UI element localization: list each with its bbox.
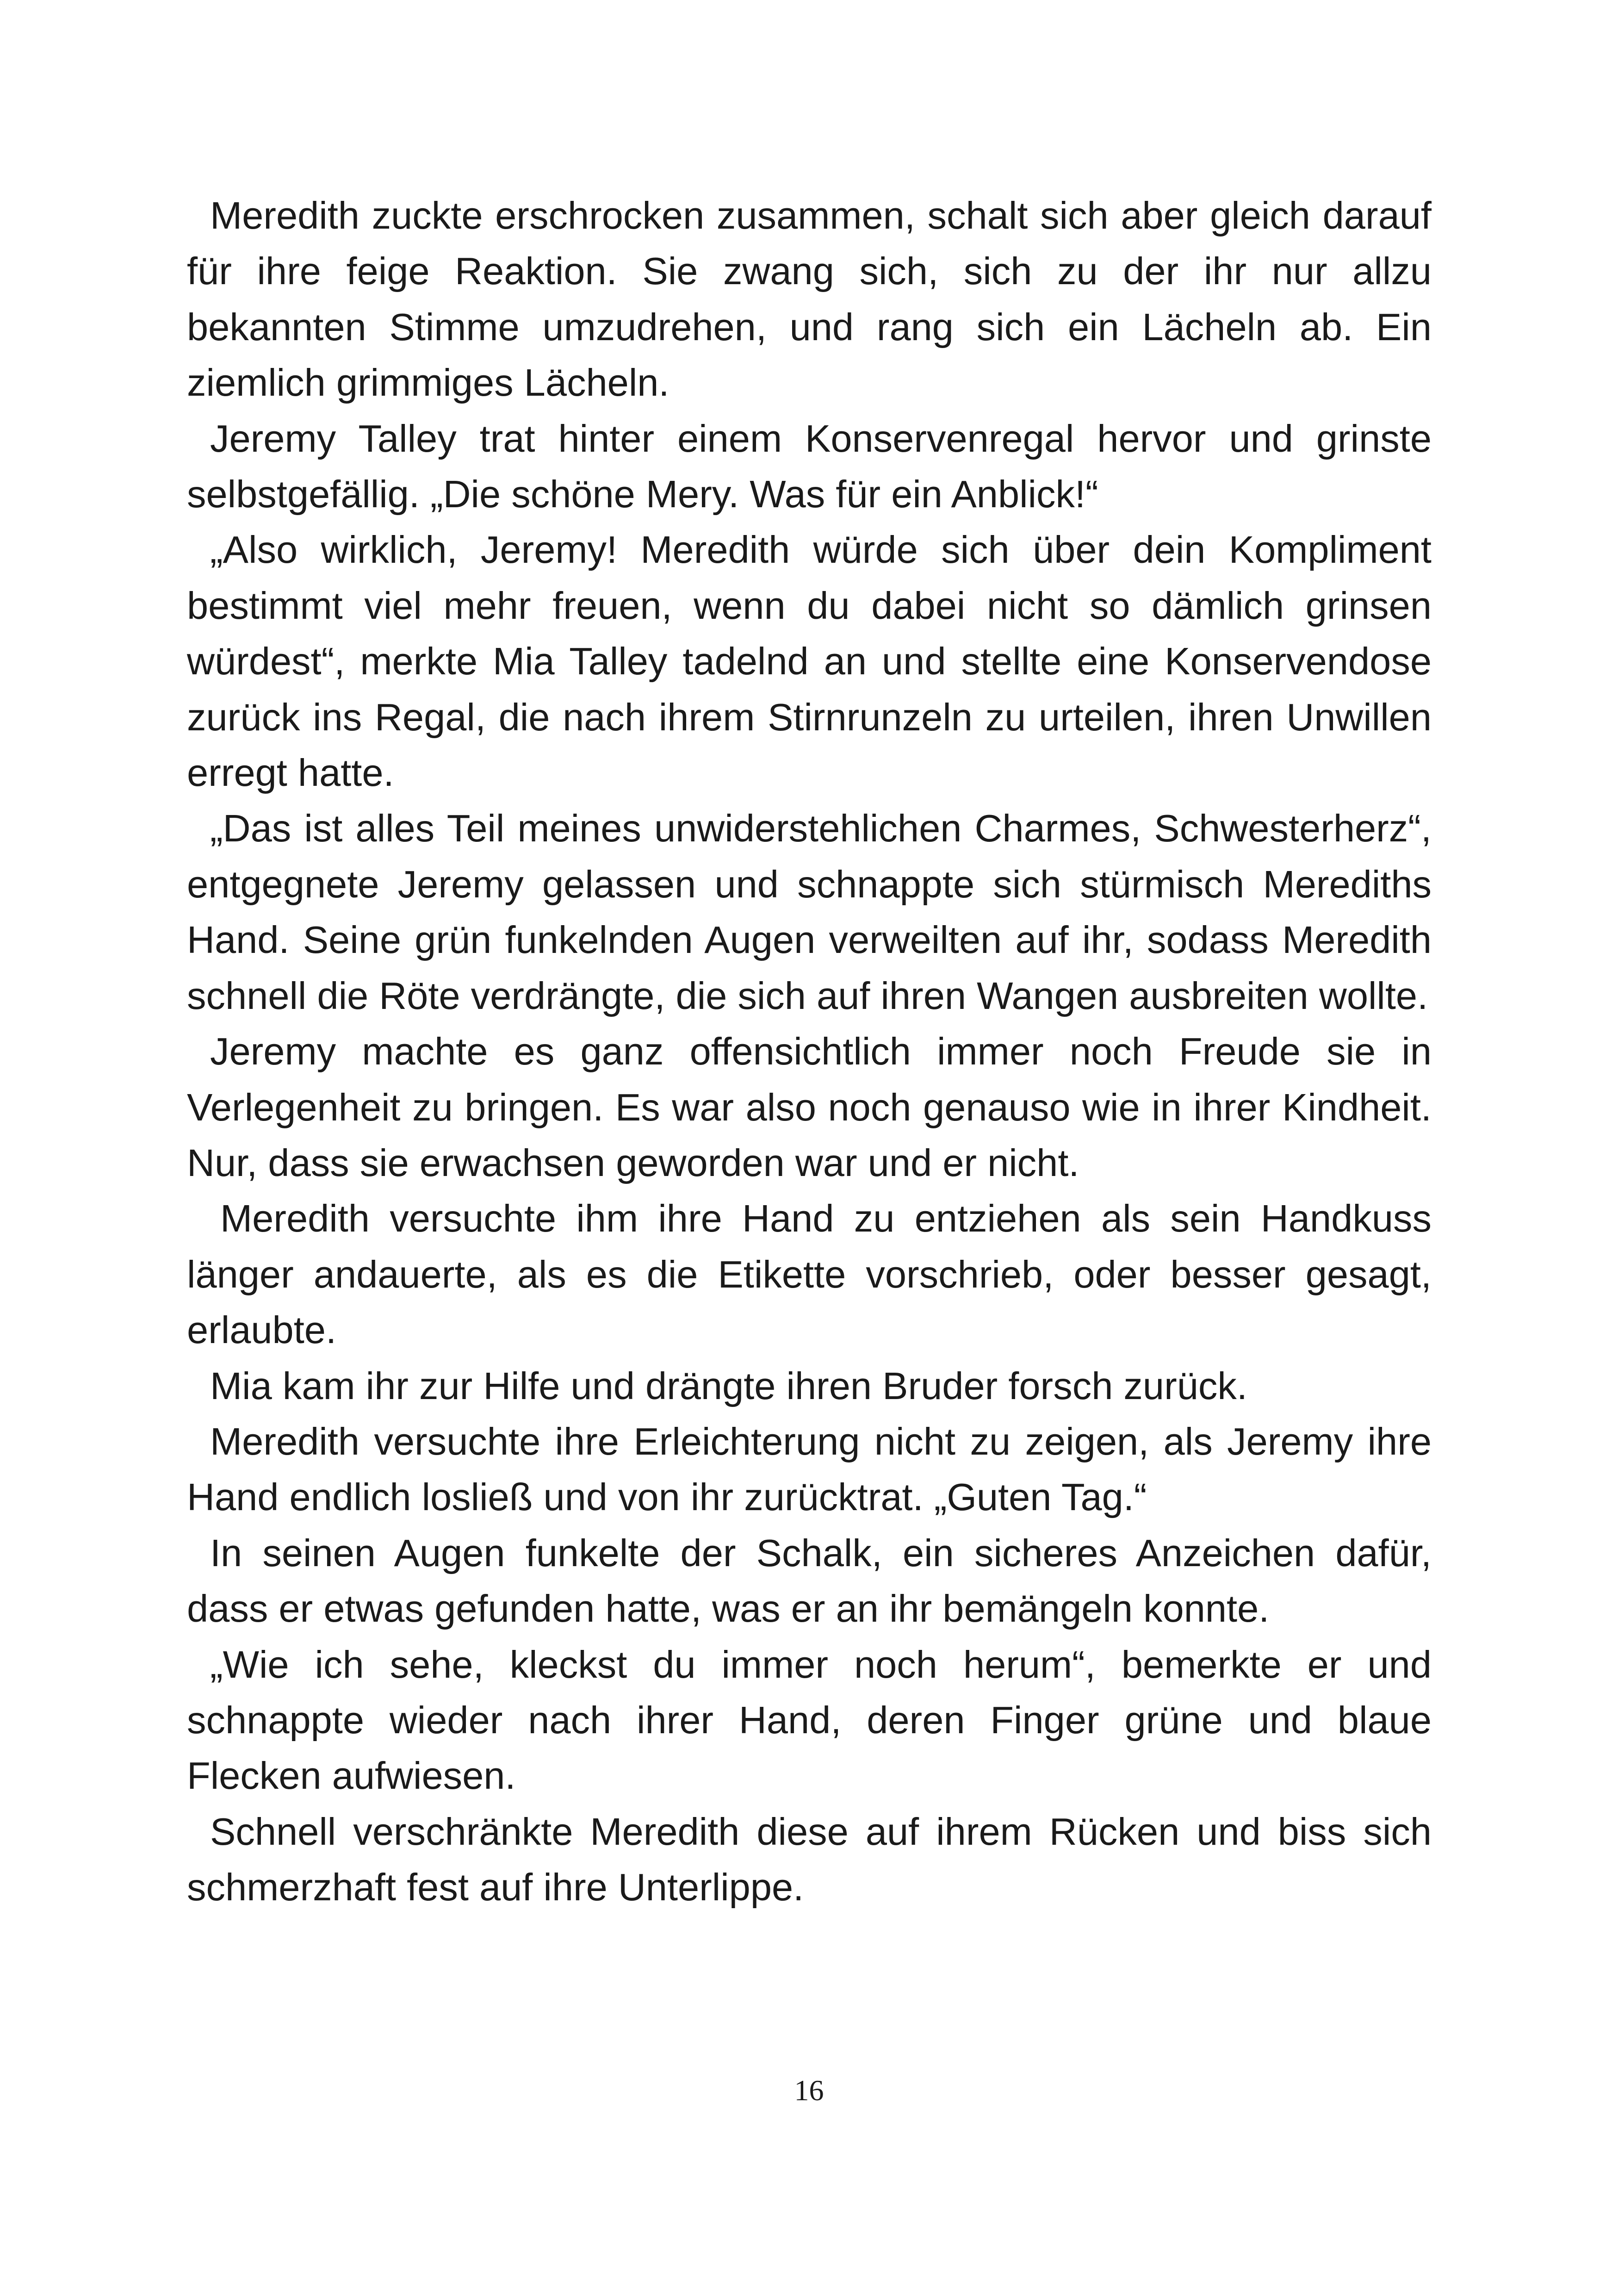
paragraph-8: Meredith versuchte ihre Erleichterung nicht zu zeigen, als Jeremy ihre Hand endlich losließ und von ihr zurücktrat. „Guten Tag.“	[187, 1419, 1432, 1519]
paragraph-3: „Also wirklich, Jeremy! Meredith würde sich über dein Kompliment bestimmt viel mehr freuen, wenn du dabei nicht so dämlich grinsen würdest“, merkte Mia Talley tadelnd an und stellte eine Konservendose zurück ins Regal, die nach ihrem Stirnrunzeln zu urteilen, ihren Unwillen erregt hatte.	[187, 528, 1432, 795]
paragraph-2: Jeremy Talley trat hinter einem Konservenregal hervor und grinste selbstgefällig. „Die schöne Mery. Was für ein Anblick!“	[187, 417, 1432, 516]
paragraph-5: Jeremy machte es ganz offensichtlich immer noch Freude sie in Verlegenheit zu bringen. Es war also noch genauso wie in ihrer Kindheit. Nur, dass sie erwachsen geworden war und er nicht.	[187, 1030, 1432, 1184]
paragraph-9: In seinen Augen funkelte der Schalk, ein sicheres Anzeichen dafür, dass er etwas gefunden hatte, was er an ihr bemängeln konnte.	[187, 1531, 1432, 1630]
paragraph-7: Mia kam ihr zur Hilfe und drängte ihren Bruder forsch zurück.	[210, 1364, 1247, 1407]
paragraph-4: „Das ist alles Teil meines unwiderstehlichen Charmes, Schwesterherz“, entgegnete Jeremy gelassen und schnappte sich stürmisch Merediths Hand. Seine grün funkelnden Augen verweilten auf ihr, sodass Meredith schnell die Röte verdrängte, die sich auf ihren Wangen ausbreiten wollte.	[187, 807, 1432, 1017]
paragraph-6: Meredith versuchte ihm ihre Hand zu entziehen als sein Handkuss länger andauerte, als es die Etikette vorschrieb, oder besser gesagt, erlaubte.	[187, 1197, 1432, 1352]
paragraph-1: Meredith zuckte erschrocken zusammen, schalt sich aber gleich darauf für ihre feige Reaktion. Sie zwang sich, sich zu der ihr nur allzu bekannten Stimme umzudrehen, und rang sich ein Lächeln ab. Ein ziemlich grimmiges Lächeln.	[187, 194, 1432, 404]
paragraph-11: Schnell verschränkte Meredith diese auf ihrem Rücken und biss sich schmerzhaft fest auf ihre Unterlippe.	[187, 1810, 1432, 1909]
body-text	[187, 188, 1432, 1916]
page-number: 16	[794, 2074, 824, 2107]
paragraph-10: „Wie ich sehe, kleckst du immer noch herum“, bemerkte er und schnappte wieder nach ihrer Hand, deren Finger grüne und blaue Flecken aufwiesen.	[187, 1643, 1432, 1798]
